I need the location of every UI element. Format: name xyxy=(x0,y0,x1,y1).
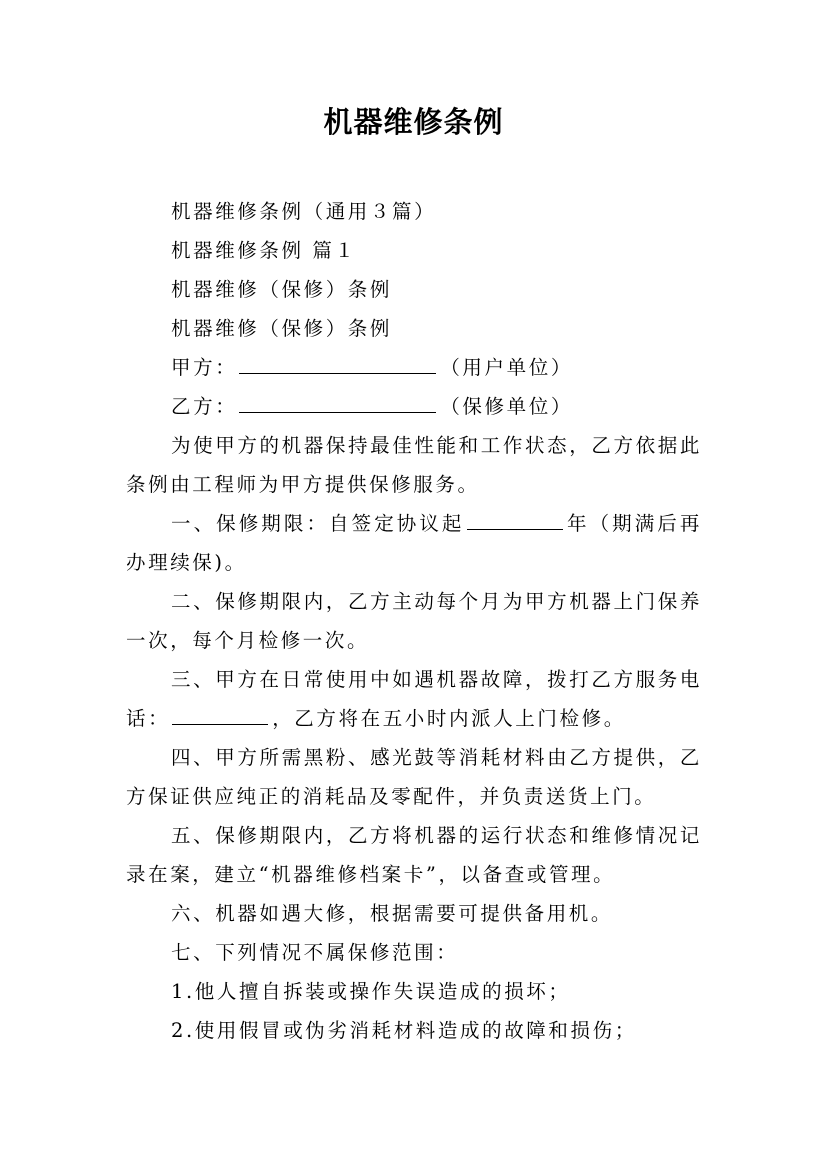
paragraph-item1 xyxy=(126,504,702,582)
party-a-line xyxy=(126,348,702,387)
paragraph-intro: 为使甲方的机器保持最佳性能和工作状态，乙方依据此条例由工程师为甲方提供保修服务。 xyxy=(126,434,702,496)
heading-part1: 机器维修条例 篇１ xyxy=(171,239,357,262)
item3-text-before: 三、甲方在日常使用中如遇机器故障，拨打乙方服务电话： xyxy=(126,668,702,730)
paragraph-item5: 五、保修期限内，乙方将机器的运行状态和维修情况记录在案，建立“机器维修档案卡”，以备查或管理。 xyxy=(126,824,702,886)
sub-heading-1: 机器维修（保修）条例 xyxy=(171,278,393,301)
paragraph-item4: 四、甲方所需黑粉、感光鼓等消耗材料由乙方提供，乙方保证供应纯正的消耗品及零配件，并负责送货上门。 xyxy=(126,746,702,808)
party-a-note: （用户单位） xyxy=(440,356,573,379)
party-b-line xyxy=(126,387,702,426)
paragraph-item7-2: 2.使用假冒或伪劣消耗材料造成的故障和损伤； xyxy=(171,1019,637,1042)
item3-blank xyxy=(172,704,268,725)
paragraph-item3 xyxy=(126,660,702,738)
paragraph-item7: 七、下列情况不属保修范围： xyxy=(171,941,459,964)
heading-general: 机器维修条例（通用３篇） xyxy=(171,200,437,223)
party-b-note: （保修单位） xyxy=(440,395,573,418)
document-title: 机器维修条例 xyxy=(323,105,504,139)
party-a-label: 甲方： xyxy=(171,356,238,379)
party-b-label: 乙方： xyxy=(171,395,238,418)
party-a-blank xyxy=(239,353,436,374)
item1-text-after: 年（期满后再办理续保)。 xyxy=(126,512,702,574)
paragraph-item6: 六、机器如遇大修，根据需要可提供备用机。 xyxy=(171,902,614,925)
paragraph-item7-1: 1.他人擅自拆装或操作失误造成的损坏； xyxy=(171,980,571,1003)
paragraph-item2: 二、保修期限内，乙方主动每个月为甲方机器上门保养一次，每个月检修一次。 xyxy=(126,590,702,652)
party-b-blank xyxy=(239,392,436,413)
item3-text-after: ，乙方将在五小时内派人上门检修。 xyxy=(272,707,626,730)
sub-heading-2: 机器维修（保修）条例 xyxy=(171,317,393,340)
item1-text-before: 一、保修期限：自签定协议起 xyxy=(171,512,465,535)
document-body xyxy=(126,192,702,1050)
item1-blank xyxy=(467,509,563,530)
